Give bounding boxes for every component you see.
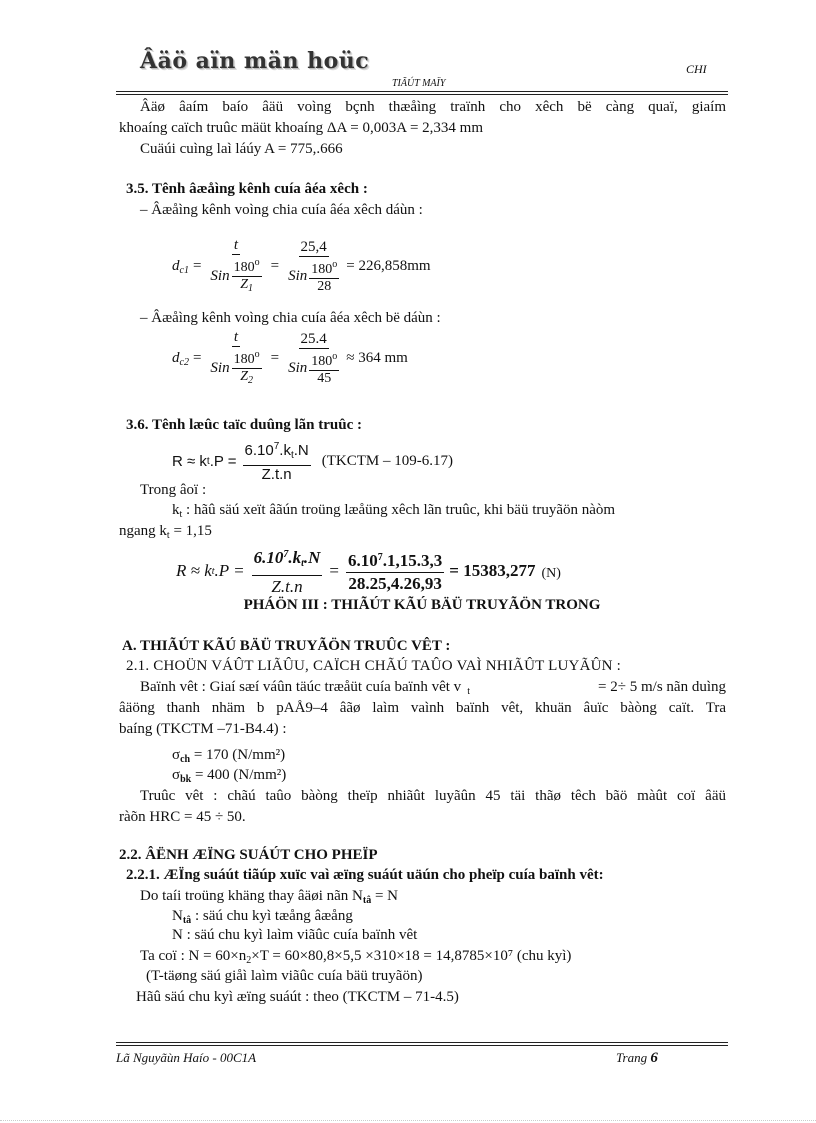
para-line: Cuäúi cuìng laì láúy A = 775,.666 (140, 141, 343, 157)
footer-page-number: 6 (650, 1050, 658, 1066)
text-fragment: = 2÷ 5 m/s nãn duìng (598, 679, 726, 695)
formula-force-1 (172, 438, 453, 484)
formula-numerator-part: .1,15.3,3 (382, 551, 443, 570)
formula-sin: Sin (210, 360, 230, 376)
formula-numerator: 6.10 (253, 548, 284, 567)
text-fragment: Ta coï : N = 60×n (140, 948, 247, 964)
header-right-label: CHI (686, 62, 707, 76)
footer-page (616, 1050, 658, 1067)
sigma-symbol: σ (172, 767, 181, 783)
formula-numerator-part: .k (279, 442, 291, 459)
formula-subscript: c1 (179, 264, 189, 276)
subsection-heading-2-2-1: 2.2.1. ÆÏng suáút tiãúp xuïc vaì æïng suáút uäún cho pheïp cuía baïnh vêt: (126, 867, 604, 883)
formula-exponent: 7 (273, 441, 280, 452)
formula-degrees: 180 (233, 260, 255, 275)
text-line-kt (172, 500, 726, 525)
formula-numerator: 6.10 (244, 442, 274, 459)
sigma-subscript: bk (180, 774, 192, 785)
formula-denominator: Z.t.n (271, 577, 303, 596)
formula-z: Z (240, 369, 248, 384)
formula-z: Z (240, 277, 248, 292)
formula-exponent: 7 (377, 552, 383, 563)
page-edge (0, 1120, 816, 1121)
sigma-value: = 400 (N/mm²) (191, 767, 287, 783)
text-fragment: ×T = 60×80,8×5,5 ×310×18 = 14,8785×10⁷ (chu kyì) (251, 948, 572, 964)
formula-mid: .P = (209, 452, 237, 470)
header-rule-2 (116, 94, 728, 95)
formula-numerator: t (233, 237, 239, 253)
formula-dc2: $d_{c2}$ = t Sin $\frac{180^o}{Z_2}$ = 25.4 Sin $\frac{180^o}{45}$ ≈ 364 mm (172, 329, 408, 386)
footer-author: Lã Nguyãùn Haío - 00C1A (116, 1050, 257, 1065)
formula-numerator: t (233, 329, 239, 345)
text-line: Truûc vêt : chãú taûo bàòng theïp nhiãût luyãûn 45 täi thãø têch bãö màût coï âäü (140, 788, 726, 804)
symbol-subscript: 2 (246, 955, 252, 966)
text-fragment: = 1,15 (169, 523, 212, 539)
formula-z-subscript: 2 (247, 375, 253, 386)
symbol-n: N (172, 908, 183, 924)
formula-force-2: R ≈ k t .P = $\frac{6.10^7.k_t.N}{Z.t.n}$ = $\frac{6.10^7.1,15.3,3}{28.25,4.26,93}$ = 15383,277 (N) (176, 544, 561, 598)
part-heading: PHÁÖN III : THIÃÚT KÃÚ BÄÜ TRUYÃÖN TRONG (243, 597, 601, 613)
text-line: baíng (TKCTM –71-B4.4) : (119, 721, 287, 737)
formula-denominator: 28 (317, 279, 332, 294)
formula-sin: Sin (288, 360, 308, 376)
footer-rule-2 (116, 1045, 728, 1046)
symbol-subscript: t (467, 686, 470, 697)
symbol-subscript: t (166, 530, 170, 541)
formula-numerator: 6.10 (348, 551, 378, 570)
formula-degrees: 180 (233, 352, 255, 367)
formula-subscript: t (211, 565, 215, 577)
formula-denominator: Z.t.n (261, 466, 292, 483)
text-fragment: : hãû säú xeït âãún troüng læåüng xêch lãn truûc, khi bäü truyãön nàòm (186, 502, 616, 518)
text-fragment: = N (371, 888, 399, 904)
formula-mid: .P = (214, 561, 245, 580)
formula-degrees: 180 (311, 262, 333, 277)
section-heading-2-2: 2.2. ÂËNH ÆÏNG SUÁÚT CHO PHEÏP (119, 847, 378, 863)
formula-reference: (TKCTM – 109-6.17) (321, 452, 453, 469)
text-fragment: Do taíi troüng khäng thay âäøi nãn N (140, 888, 363, 904)
footer-page-label: Trang (616, 1050, 648, 1065)
footer-rule (116, 1042, 728, 1043)
formula-subscript: t (301, 558, 304, 569)
formula-symbol: d (172, 257, 180, 274)
formula-subscript: c2 (179, 356, 189, 368)
sigma-symbol: σ (172, 747, 181, 763)
text-line: – Âæåìng kênh voìng chia cuía âéa xêch bë dáùn : (140, 310, 441, 326)
header-title: Âäö aïn män hoüc (140, 48, 370, 74)
symbol-subscript: tâ (182, 915, 192, 926)
sigma-subscript: ch (180, 754, 191, 765)
formula-sin: Sin (210, 268, 230, 284)
header-subtitle: TIÃÚT MAÏY (392, 78, 446, 89)
formula-subscript: t (290, 450, 294, 461)
section-heading-3-6: 3.6. Tênh læûc taïc duûng lãn truûc : (126, 417, 363, 433)
symbol-k: k (172, 502, 180, 518)
formula-lhs: R ≈ k (172, 452, 207, 470)
formula-result: = 226,858mm (346, 258, 431, 274)
formula-unit: (N) (541, 566, 561, 581)
text-fragment: ngang k (119, 523, 167, 539)
symbol-subscript: tâ (362, 895, 372, 906)
subsection-heading-2-1: 2.1. CHOÜN VÁÛT LIÃÛU, CAÏCH CHÃÚ TAÛO VAÌ NHIÃÛT LUYÃÛN : (126, 658, 621, 674)
section-heading-a: A. THIÃÚT KÃÚ BÄÜ TRUYÃÖN TRUÛC VÊT : (122, 638, 451, 654)
formula-result: ≈ 364 mm (346, 350, 408, 366)
formula-result: = 15383,277 (449, 561, 536, 580)
text-fragment: Baïnh vêt : Giaí sæí váûn täúc træåüt cuía baïnh vêt v (140, 679, 462, 695)
formula-denominator: 28.25,4.26,93 (348, 574, 442, 593)
formula-lhs: R ≈ k (176, 561, 212, 580)
formula-numerator-end: .N (293, 442, 309, 459)
text-line: âäöng thanh nhäm b pAÅ9–4 âãø laìm vaình baïnh vêt, khuän âuïc bàòng caït. Tra (119, 700, 726, 716)
text-line: (T-täøng säú giåì laìm viãûc cuía bäü truyãön) (146, 968, 423, 984)
para-line: khoaíng caïch truûc mäüt khoaíng ΔA = 0,003A = 2,334 mm (119, 120, 484, 136)
text-line: Hãû säú chu kyì æïng suáút : theo (TKCTM – 71-4.5) (136, 989, 459, 1005)
formula-numerator-end: .N (303, 548, 321, 567)
text-line (119, 521, 212, 546)
formula-exponent: 7 (283, 549, 289, 560)
formula-dc1: $d_{c1}$ = t Sin $\frac{180^o}{Z_1}$ = 25,4 Sin $\frac{180^o}{28}$ = 226,858mm (172, 237, 431, 294)
formula-z-subscript: 1 (247, 283, 253, 294)
formula-sin: Sin (288, 268, 308, 284)
formula-numerator-part: .k (288, 548, 302, 567)
text-line: N : säú chu kyì laìm viãûc cuía baïnh vêt (172, 927, 418, 943)
sigma-value: = 170 (N/mm²) (190, 747, 286, 763)
formula-numerator: 25,4 (300, 239, 327, 255)
text-fragment: : säú chu kyì tæång âæång (191, 908, 353, 924)
section-heading-3-5: 3.5. Tênh âæåìng kênh cuía âéa xêch : (126, 181, 368, 197)
text-line: Trong âoï : (140, 482, 207, 498)
formula-degrees: 180 (311, 354, 333, 369)
formula-numerator: 25.4 (300, 331, 327, 347)
para-line: Âäø âaím baío âäü voìng bçnh thæåìng traïnh cho xêch bë càng quaï, giaím (140, 99, 726, 115)
symbol-subscript: t (179, 509, 183, 520)
text-line: ràõn HRC = 45 ÷ 50. (119, 809, 246, 825)
formula-symbol: d (172, 349, 180, 366)
text-line: – Âæåìng kênh voìng chia cuía âéa xêch dáùn : (140, 202, 423, 218)
formula-denominator: 45 (317, 371, 332, 386)
header-rule (116, 91, 728, 92)
formula-subscript: t (206, 455, 210, 467)
